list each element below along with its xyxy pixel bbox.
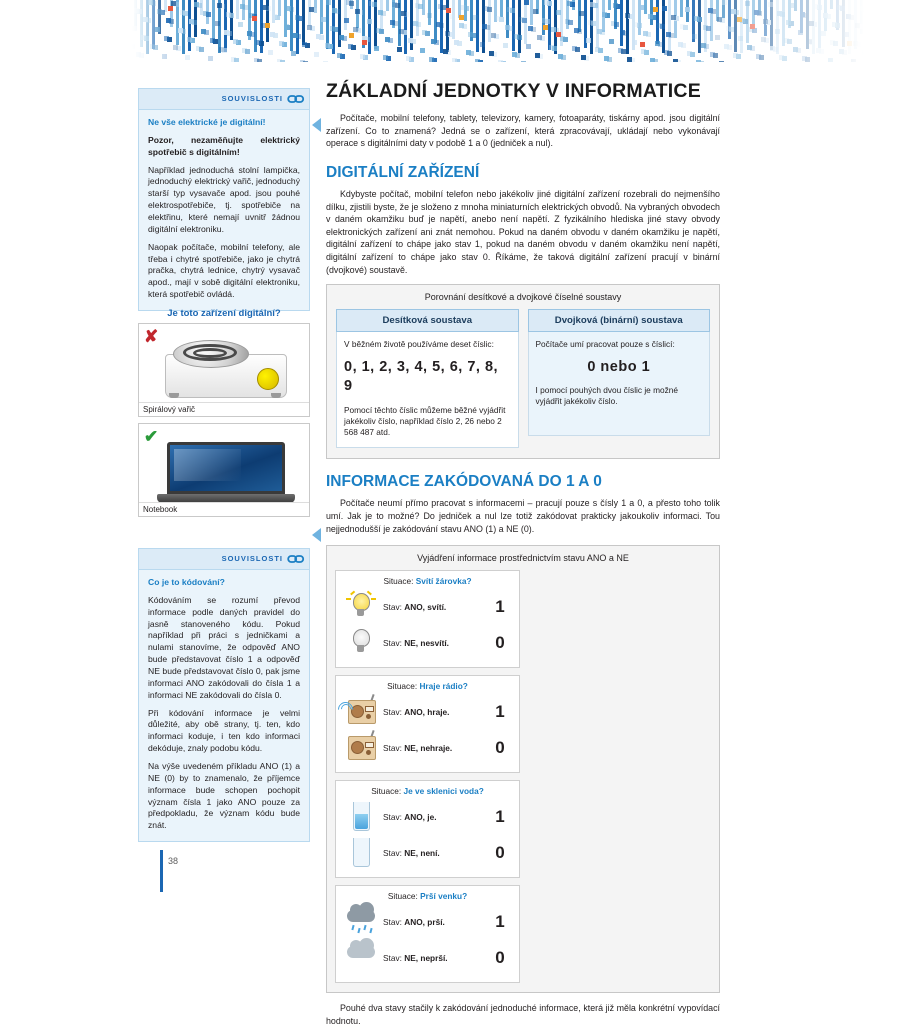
page-number: 38 (168, 856, 179, 866)
glass-full-icon (341, 799, 381, 835)
sidebar-paragraph: Pozor, nezaměňujte elektrický spotřebič s digitálním! (148, 134, 300, 157)
situation-row (341, 799, 514, 835)
sidebar-paragraph: Na výše uvedeném příkladu ANO (1) a NE (0) by to znamenalo, že příjemce informace bude schopen pochopit význam čísla 1 jako ANO pouze za předpokladu, že význam kódu bude znát. (148, 761, 300, 831)
sidebar-box-header (139, 549, 309, 570)
sidebar-box-label: SOUVISLOSTI (221, 554, 283, 563)
state-text: ANO, prší. (404, 917, 445, 928)
state-text: ANO, hraje. (404, 707, 450, 718)
situation-row (341, 940, 514, 976)
state-value: 1 (495, 702, 505, 722)
sidebar-lead-2: Co je to kódování? (148, 577, 225, 587)
glass-empty-icon (341, 835, 381, 871)
situation-question: Hraje rádio? (419, 681, 468, 692)
comparison-digits: 0 nebo 1 (587, 358, 651, 375)
state-label: Stav: (383, 953, 402, 964)
encoding-title: Vyjádření informace prostřednictvím stavu ANO a NE (417, 553, 629, 564)
sidebar-paragraph: Při kódování informace je velmi důležité, aby obě strany, tj. ten, kdo informaci koduje, i ten kdo informaci dekóduje, znaly podobu kódu. (148, 707, 300, 754)
situation-row (341, 904, 514, 940)
situation-row (341, 835, 514, 871)
state-value: 1 (495, 912, 505, 932)
situation-label: Situace: (387, 681, 418, 692)
situation-label: Situace: (387, 891, 418, 902)
sidebar-box-label: SOUVISLOSTI (221, 94, 283, 103)
comparison-intro: V běžném životě používáme deset číslic: (344, 339, 494, 350)
state-text: NE, nesvítí. (404, 638, 449, 649)
comparison-title: Porovnání desítkové a dvojkové číselné soustavy (424, 292, 622, 303)
page-number-rule (160, 850, 163, 892)
rain-cloud-icon (341, 904, 381, 940)
device-question-block (138, 308, 310, 523)
situation-row (341, 625, 514, 661)
situation-card-radio (335, 675, 520, 773)
situation-label: Situace: (383, 576, 414, 587)
state-label: Stav: (383, 638, 402, 649)
sidebar-box-souvislosti-1 (138, 88, 310, 311)
state-label: Stav: (383, 812, 402, 823)
device-caption: Notebook (139, 502, 309, 516)
situation-row (341, 730, 514, 766)
comparison-header: Desítková soustava (336, 309, 519, 332)
comparison-digits: 0, 1, 2, 3, 4, 5, 6, 7, 8, 9 (344, 358, 499, 395)
state-label: Stav: (383, 602, 402, 613)
situation-label: Situace: (371, 786, 402, 797)
state-value: 0 (495, 843, 505, 863)
check-icon: ✔ (144, 427, 159, 446)
comparison-intro: Počítače umí pracovat pouze s číslicí: (535, 339, 675, 350)
section1-paragraph: Kdybyste počítač, mobilní telefon nebo jakékoliv jiné digitální zařízení rozebrali do nejmenšího dílku, zjistili byste, že je složeno z mnoha miniaturních elektrických obvodů. Na vybraných obvodech v daném okamžiku buď je napětí, anebo není napětí. Z fyzikálního hlediska jiné stavy obvody elektronických zařízení ani znát nemohou. Pokud na daném obvodu v daném okamžiku je napětí, digitální zařízení to chápe jako stav 1, pokud na daném obvodu v daném okamžiku není napětí, digitální zařízení to chápe jako stav 0. Říkáme, že taková digitální zařízení pracují v binární (dvojkové) soustavě. (326, 188, 720, 275)
chain-link-icon (287, 552, 305, 571)
decorative-pixel-banner (128, 0, 900, 62)
radio-silent-icon (341, 730, 381, 766)
lightbulb-on-icon (341, 589, 381, 625)
lightbulb-off-icon (341, 625, 381, 661)
sidebar-lead-1: Ne vše elektrické je digitální! (148, 117, 266, 127)
chain-link-icon (287, 92, 305, 111)
state-text: ANO, svítí. (404, 602, 447, 613)
cross-icon: ✘ (144, 327, 159, 346)
sidebar-box-body (139, 570, 309, 841)
state-text: NE, není. (404, 848, 440, 859)
situation-card-lightbulb (335, 570, 520, 668)
comparison-header: Dvojková (binární) soustava (528, 309, 711, 332)
state-text: NE, nehraje. (404, 743, 453, 754)
main-content-column (326, 80, 720, 1027)
state-value: 0 (495, 738, 505, 758)
state-text: NE, neprší. (404, 953, 448, 964)
device-card-notebook (138, 423, 310, 517)
device-question-title: Je toto zařízení digitální? (167, 308, 281, 319)
situation-question: Svítí žárovka? (415, 576, 472, 587)
comparison-column-binary (528, 309, 711, 448)
state-value: 0 (495, 633, 505, 653)
comparison-note: I pomocí pouhých dvou číslic je možné vyjádřit jakékoliv číslo. (535, 385, 679, 407)
intro-paragraph: Počítače, mobilní telefony, tablety, televizory, kamery, fotoaparáty, tiskárny apod. jsou digitální zařízení. Co to znamená? Jedná se o zařízení, která zpracovávají, ukládají nebo vykonávají operace s digitálními daty v podobě 1 a 0 (jedniček a nul). (326, 113, 720, 149)
situation-question: Je ve sklenici voda? (403, 786, 484, 797)
state-value: 0 (495, 948, 505, 968)
comparison-note: Pomocí těchto číslic můžeme běžné vyjádřit jakékoliv číslo, například číslo 2, 26 nebo 2 568 487 atd. (344, 404, 506, 438)
page-title: ZÁKLADNÍ JEDNOTKY V INFORMATICE (326, 80, 701, 102)
sidebar-box-header (139, 89, 309, 110)
state-text: ANO, je. (404, 812, 437, 823)
sidebar-paragraph: Například jednoduchá stolní lampička, jednoduchý elektrický vařič, jednoduchý starší typ vysavače apod. jsou pouhé elektrospotřebiče, tj. spotřebiče na elektřinu, které nemají uvnitř žádnou digitální elektroniku. (148, 164, 300, 234)
situation-row (341, 694, 514, 730)
situation-card-glass (335, 780, 520, 878)
state-value: 1 (495, 597, 505, 617)
sidebar-paragraph: Naopak počítače, mobilní telefony, ale třeba i chytré spotřebiče, jako je chytrá pračka, chytrá lednice, chytrý vysavač apod., mají v sobě digitální elektroniku, která spotřebič ovládá. (148, 241, 300, 300)
state-value: 1 (495, 807, 505, 827)
section2-paragraph: Počítače neumí přímo pracovat s informacemi – pracují pouze s čísly 1 a 0, a přesto toho tolik umí. Jak je to možné? Do jedniček a nul lze totiž zakódovat prakticky jakoukoliv informaci. Tou nejjednodušší je zakódování stavu ANO (1) a NE (0). (326, 498, 720, 534)
cloud-no-rain-icon (341, 940, 381, 976)
comparison-table (326, 284, 720, 459)
closing-paragraph: Pouhé dva stavy stačily k zakódování jednoduché informace, která již měla konkrétní vypovídací hodnotu. (326, 1003, 720, 1026)
section-heading-informace-zakodovana: INFORMACE ZAKÓDOVANÁ DO 1 A 0 (326, 473, 602, 491)
sidebar-box-souvislosti-2 (138, 548, 310, 842)
radio-playing-icon (341, 694, 381, 730)
sidebar-paragraph: Kódováním se rozumí převod informace podle daných pravidel do jasně stanoveného kódu. Pokud například při práci s jedničkami a nulami stanovíme, že odpověď ANO bude představovat číslo 1 a odpověď NE bude představovat číslo 0, pak jsme informaci ANO zakódovali do čísla 1 a informaci NE zakódovali do čísla 0. (148, 594, 300, 700)
encoding-block (326, 545, 720, 993)
situation-row (341, 589, 514, 625)
pointer-triangle (312, 528, 321, 542)
sidebar-box-body (139, 110, 309, 310)
state-label: Stav: (383, 917, 402, 928)
state-label: Stav: (383, 707, 402, 718)
device-card-hotplate (138, 323, 310, 417)
device-caption: Spirálový vařič (139, 402, 309, 416)
pointer-triangle (312, 118, 321, 132)
section-heading-digitalni-zarizeni: DIGITÁLNÍ ZAŘÍZENÍ (326, 163, 480, 181)
state-label: Stav: (383, 848, 402, 859)
comparison-column-decimal (336, 309, 519, 448)
situation-question: Prší venku? (420, 891, 468, 902)
state-label: Stav: (383, 743, 402, 754)
